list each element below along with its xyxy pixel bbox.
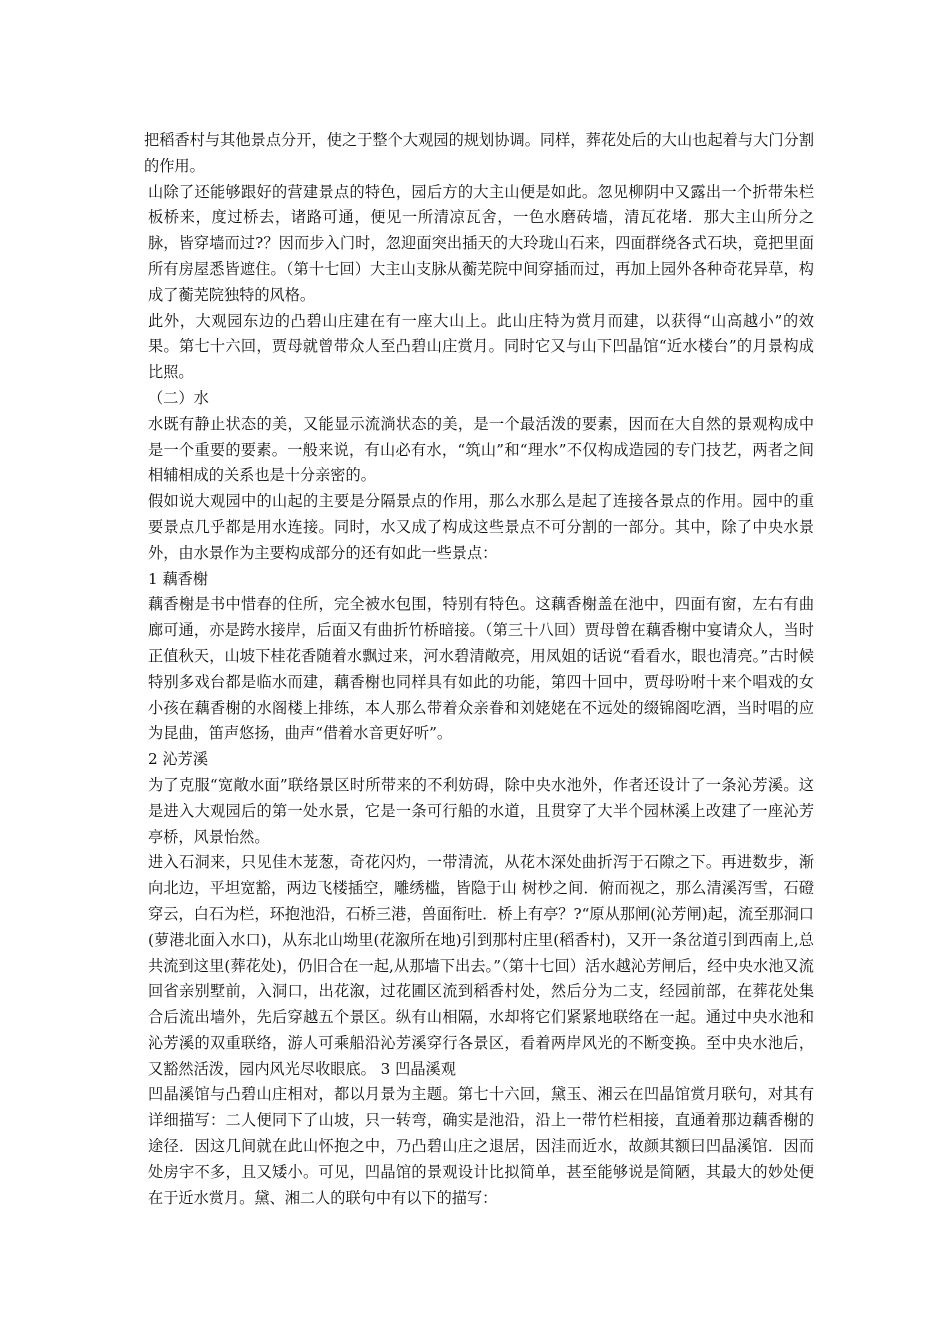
paragraph: 假如说大观园中的山起的主要是分隔景点的作用，那么水那么是起了连接各景点的作用。园中的重要景点几乎都是用水连接。同时，水又成了构成这些景点不可分割的一部分。其中，除了中央水景外，由水景作为主要构成部分的还有如此一些景点：: [148, 492, 814, 562]
paragraph: 凹晶溪馆与凸碧山庄相对，都以月景为主题。第七十六回，黛玉、湘云在凹晶馆赏月联句，对其有详细描写：二人便同下了山坡，只一转弯，确实是池沿，沿上一带竹栏相接，直通着那边藕香榭的途径．因这几间就在此山怀抱之中，乃凸碧山庄之退居，因洼而近水，故颜其额曰凹晶溪馆．因而处房宇不多，且又矮小。可见，凹晶馆的景观设计比拟简单，甚至能够说是简陋，其最大的妙处便在于近水赏月。黛、湘二人的联句中有以下的描写：: [148, 1085, 814, 1207]
paragraph: 进入石洞来，只见佳木茏葱，奇花闪灼，一带清流，从花木深处曲折泻于石隙之下。再进数步，渐向北边，平坦宽豁，两边飞楼插空，雕绣槛，皆隐于山 树杪之间．俯而视之，那么清溪泻雪，石磴穿云，白石为栏，环抱池沿，石桥三港，兽面衔吐．桥上有亭？?“原从那闸(沁芳闸)起，流至那洞口(萝港北面入水口)，从东北山坳里(花溆所在地)引到那村庄里(稻香村)，又开一条岔道引到西南上,总共流到这里(葬花处)，仍旧合在一起,从那墙下出去。”（第十七回）活水越沁芳闸后，经中央水池又流回省亲别墅前，入洞口，出花溆，过花圃区流到稻香村处，然后分为二支，经园前部，在葬花处集合后流出墙外，先后穿越五个景区。纵有山相隔，水却将它们紧紧地联络在一起。通过中央水池和沁芳溪的双重联络，游人可乘船沿沁芳溪穿行各景区，看着两岸风光的不断变换。至中央水池后，又豁然活泼，园内风光尽收眼底。 3 凹晶溪观: [148, 853, 814, 1078]
paragraph: 此外，大观园东边的凸碧山庄建在有一座大山上。此山庄特为赏月而建，以获得“山高越小”的效果。第七十六回，贾母就曾带众人至凸碧山庄赏月。同时它又与山下凹晶馆“近水楼台”的月景构成比照。: [148, 311, 814, 382]
paragraph: 为了克服“宽敞水面”联络景区时所带来的不利妨碍，除中央水池外，作者还设计了一条沁芳溪。这是进入大观园后的第一处水景，它是一条可行船的水道，且贯穿了大半个园林溪上改建了一座沁芳亭桥，风景怡然。: [148, 775, 814, 846]
paragraph: 山除了还能够跟好的营建景点的特色，园后方的大主山便是如此。忽见柳阴中又露出一个折带朱栏板桥来，度过桥去，诸路可通，便见一所清凉瓦舍，一色水磨砖墙，清瓦花堵．那大主山所分之脉，皆穿墙而过?？因而步入门时，忽迎面突出插天的大玲珑山石来，四面群绕各式石块，竟把里面所有房屋悉皆遮住。（第十七回）大主山支脉从蘅芜院中间穿插而过，再加上园外各种奇花异草，构成了蘅芜院独特的风格。: [148, 182, 814, 304]
subsection-heading: 1 藕香榭: [148, 569, 209, 588]
paragraph: 把稻香村与其他景点分开，使之于整个大观园的规划协调。同样，葬花处后的大山也起着与大门分割的作用。: [144, 131, 814, 175]
paragraph: 藕香榭是书中惜春的住所，完全被水包围，特别有特色。这藕香榭盖在池中，四面有窗，左右有曲廊可通，亦是跨水接岸，后面又有曲折竹桥暗接。（第三十八回）贾母曾在藕香榭中宴请众人，当时正值秋天，山坡下桂花香随着水飘过来，河水碧清敞亮，用凤姐的话说“看看水，眼也清亮。”古时候特别多戏台都是临水而建，藕香榭也同样具有如此的功能，第四十回中，贾母吩咐十来个唱戏的女小孩在藕香榭的水阁楼上排练，本人那么带着众亲眷和刘姥姥在不远处的缀锦阁吃酒，当时唱的应为昆曲，笛声悠扬，曲声“借着水音更好听”。: [148, 595, 814, 743]
subsection-heading: 2 沁芳溪: [148, 750, 209, 769]
paragraph: 水既有静止状态的美，又能显示流淌状态的美，是一个最活泼的要素，因而在大自然的景观构成中是一个重要的要素。一般来说，有山必有水，“筑山”和“理水”不仅构成造园的专门技艺，两者之间相辅相成的关系也是十分亲密的。: [148, 414, 814, 485]
document-body: [144, 128, 814, 1211]
section-heading: （二）水: [148, 388, 209, 407]
